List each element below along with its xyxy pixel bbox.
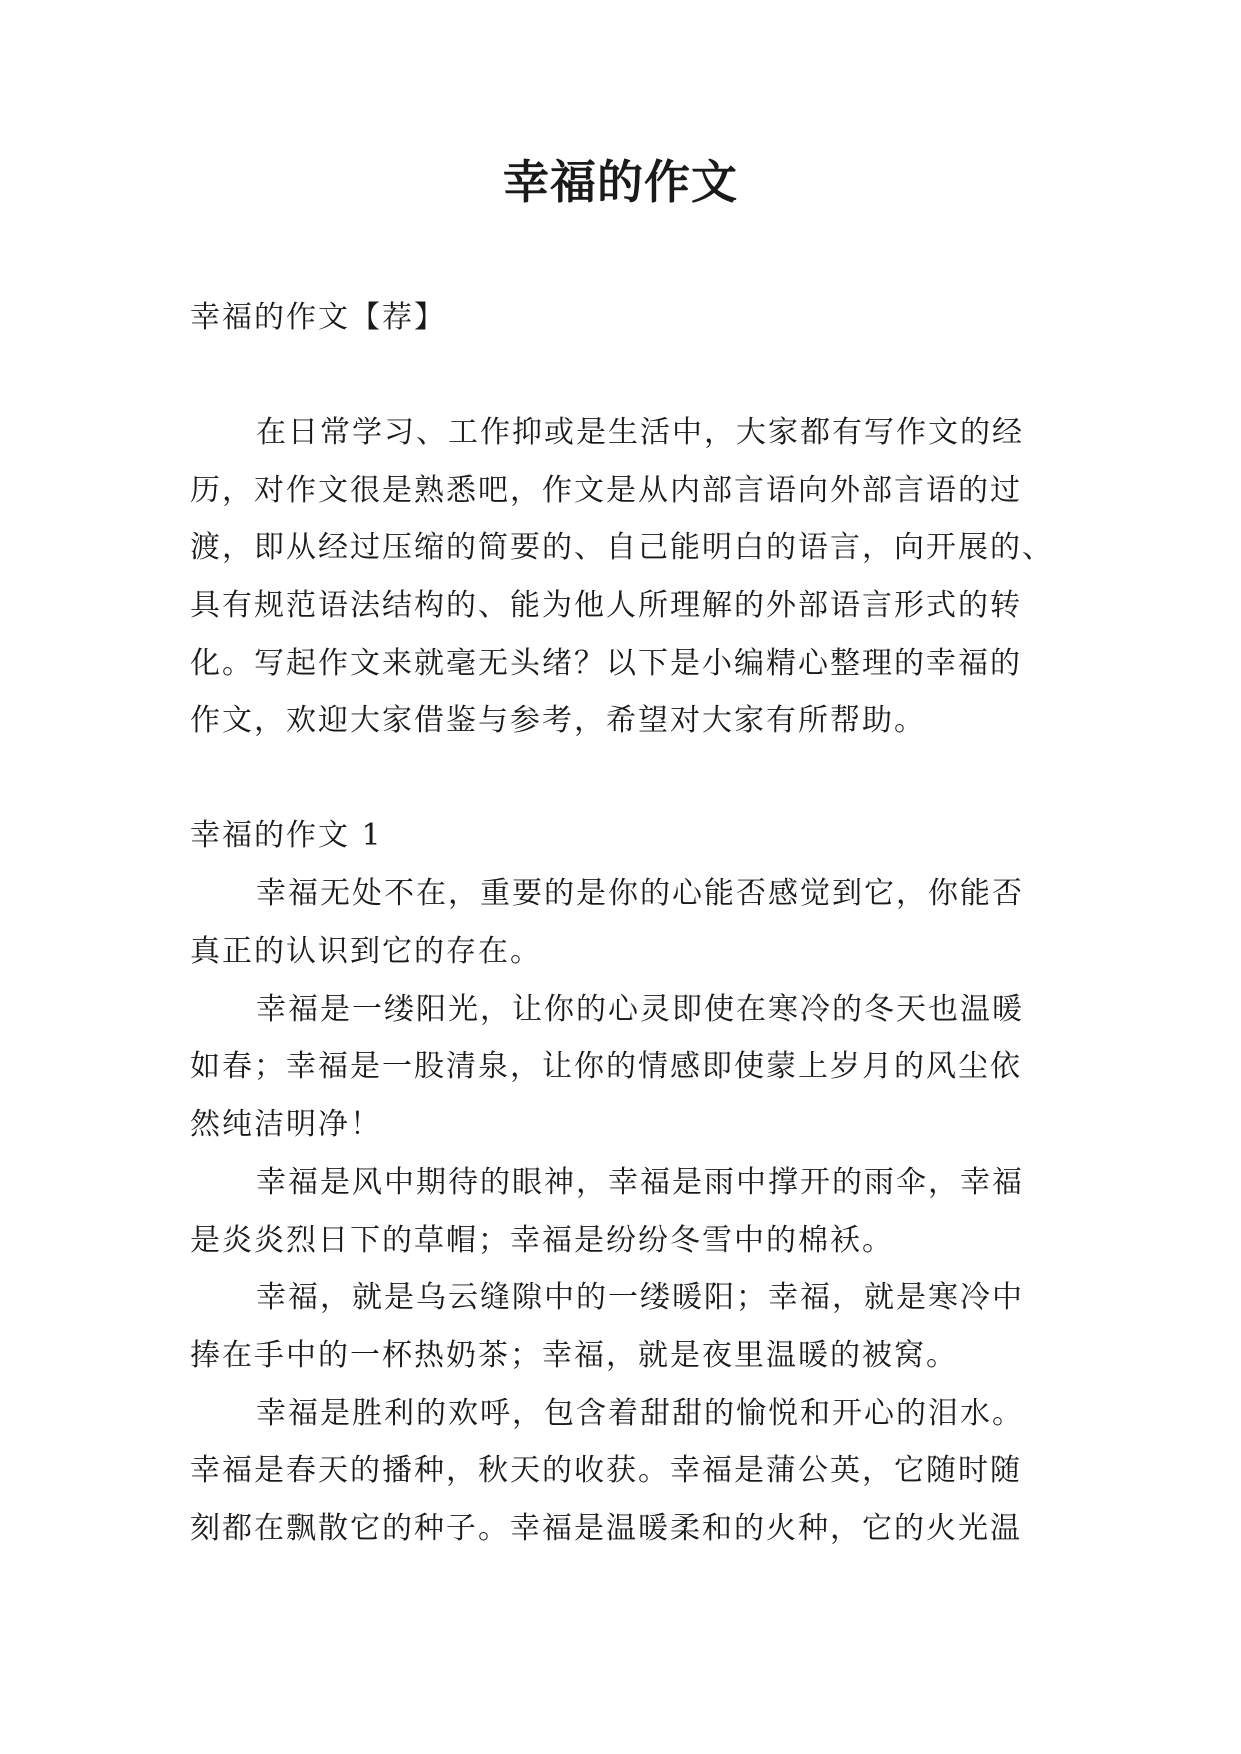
intro-line: 化。写起作文来就毫无头绪？以下是小编精心整理的幸福的: [190, 646, 1022, 681]
body-line: 幸福是春天的播种，秋天的收获。幸福是蒲公英，它随时随: [190, 1453, 1022, 1488]
section-heading: 幸福的作文 1: [190, 818, 383, 853]
body-line: 幸福无处不在，重要的是你的心能否感觉到它，你能否: [256, 876, 1024, 911]
body-line: 刻都在飘散它的种子。幸福是温暖柔和的火种，它的火光温: [190, 1511, 1022, 1546]
body-line: 捧在手中的一杯热奶茶；幸福，就是夜里温暖的被窝。: [190, 1338, 958, 1373]
body-line: 幸福是胜利的欢呼，包含着甜甜的愉悦和开心的泪水。: [256, 1396, 1024, 1431]
intro-line: 具有规范语法结构的、能为他人所理解的外部语言形式的转: [190, 588, 1022, 623]
document-subtitle: 幸福的作文【荐】: [190, 300, 446, 335]
intro-line: 在日常学习、工作抑或是生活中，大家都有写作文的经: [256, 415, 1024, 450]
body-line: 幸福是一缕阳光，让你的心灵即使在寒冷的冬天也温暖: [256, 992, 1024, 1027]
intro-line: 渡，即从经过压缩的简要的、自己能明白的语言，向开展的、: [190, 530, 1054, 565]
body-line: 幸福，就是乌云缝隙中的一缕暖阳；幸福，就是寒冷中: [256, 1280, 1024, 1315]
body-line: 幸福是风中期待的眼神，幸福是雨中撑开的雨伞，幸福: [256, 1165, 1024, 1200]
body-line: 然纯洁明净！: [190, 1107, 382, 1142]
body-line: 真正的认识到它的存在。: [190, 934, 542, 969]
intro-line: 作文，欢迎大家借鉴与参考，希望对大家有所帮助。: [190, 703, 926, 738]
body-line: 是炎炎烈日下的草帽；幸福是纷纷冬雪中的棉袄。: [190, 1223, 894, 1258]
body-line: 如春；幸福是一股清泉，让你的情感即使蒙上岁月的风尘依: [190, 1049, 1022, 1084]
intro-line: 历，对作文很是熟悉吧，作文是从内部言语向外部言语的过: [190, 473, 1022, 508]
document-title: 幸福的作文: [503, 155, 738, 209]
